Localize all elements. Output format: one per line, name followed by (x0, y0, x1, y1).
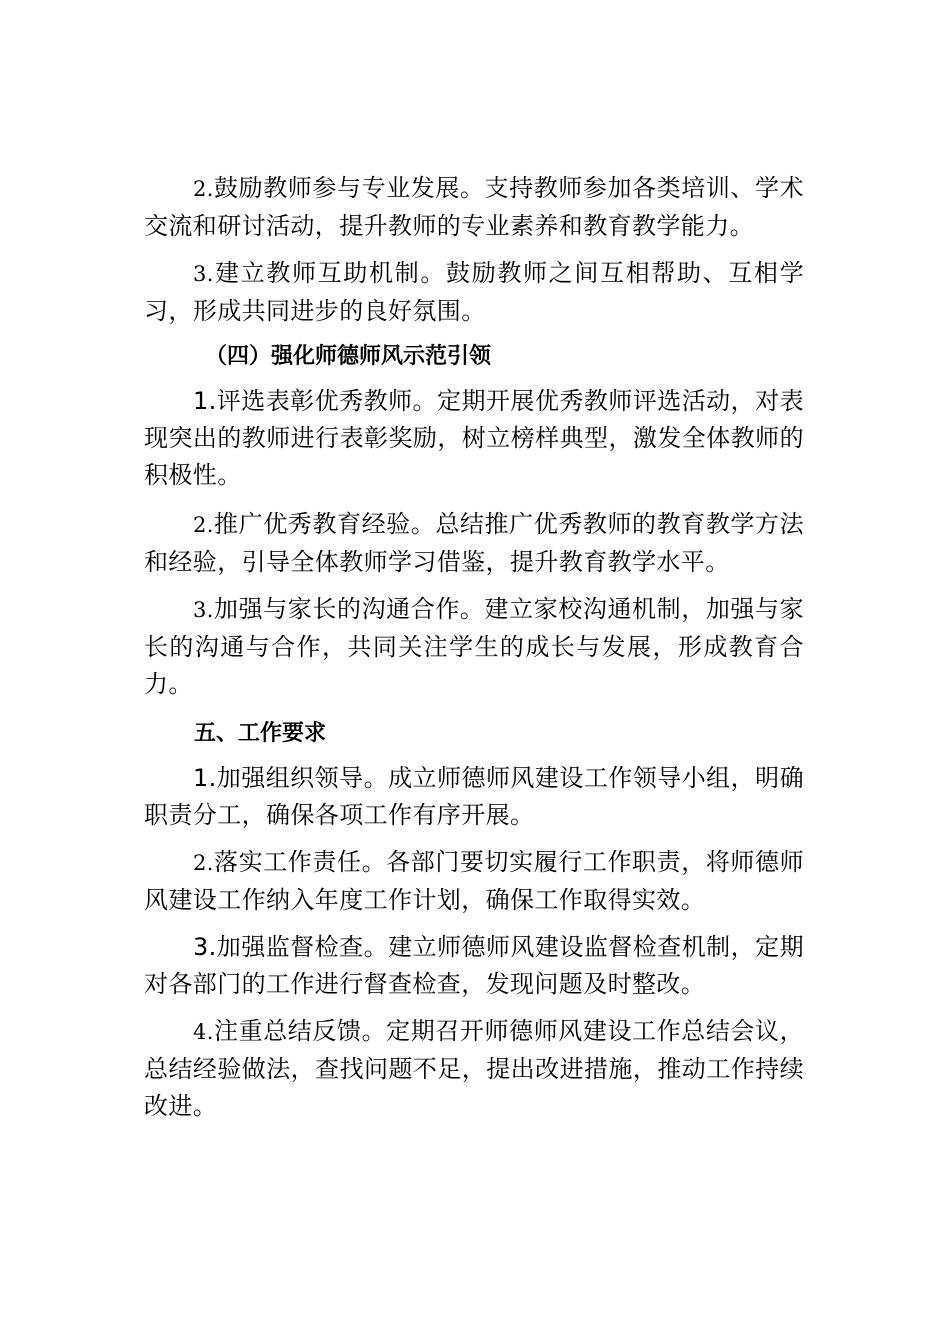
paragraph-text: 建立教师互助机制。鼓励教师之间互相帮助、互相学习，形成共同进步的良好氛围。 (144, 259, 804, 325)
paragraph-text: 鼓励教师参与专业发展。支持教师参加各类培训、学术交流和研讨活动，提升教师的专业素养和教育教学能力。 (144, 174, 804, 240)
paragraph-text: 评选表彰优秀教师。定期开展优秀教师评选活动，对表现突出的教师进行表彰奖励，树立榜样典型，激发全体教师的积极性。 (144, 387, 804, 489)
paragraph-2-implement-responsibility (144, 844, 804, 919)
paragraph-3-parent-communication (144, 591, 804, 703)
paragraph-2-encourage-professional-development (144, 170, 804, 245)
paragraph-text: 落实工作责任。各部门要切实履行工作职责，将师德师风建设工作纳入年度工作计划，确保工作取得实效。 (144, 848, 804, 914)
item-number: 2. (193, 851, 214, 875)
item-number: 3. (193, 933, 217, 961)
item-number: 1. (193, 387, 217, 415)
paragraph-text: 加强组织领导。成立师德师风建设工作领导小组，明确职责分工，确保各项工作有序开展。 (144, 764, 804, 829)
item-number: 2. (193, 177, 214, 201)
paragraph-3-mutual-help-mechanism (144, 255, 804, 330)
paragraph-4-summary-feedback (144, 1013, 804, 1125)
paragraph-text: 推广优秀教育经验。总结推广优秀教师的教育教学方法和经验，引导全体教师学习借鉴，提升教育教学水平。 (144, 510, 804, 576)
section-heading-4: （四）强化师德师风示范引领 (205, 344, 492, 369)
paragraph-1-organizational-leadership (144, 760, 804, 834)
paragraph-2-promote-experience (144, 506, 804, 581)
section-heading-5: 五、工作要求 (194, 721, 327, 746)
paragraph-1-award-excellent-teachers (144, 383, 804, 494)
document-body (144, 170, 804, 1125)
paragraph-3-supervision-inspection (144, 929, 804, 1003)
paragraph-text: 加强监督检查。建立师德师风建设监督检查机制，定期对各部门的工作进行督查检查，发现问题及时整改。 (144, 933, 804, 998)
paragraph-text: 加强与家长的沟通合作。建立家校沟通机制，加强与家长的沟通与合作，共同关注学生的成长与发展，形成教育合力。 (144, 595, 804, 698)
paragraph-text: 注重总结反馈。定期召开师德师风建设工作总结会议，总结经验做法，查找问题不足，提出改进措施，推动工作持续改进。 (144, 1017, 804, 1120)
item-number: 3. (193, 262, 214, 286)
item-number: 2. (193, 513, 214, 537)
item-number: 3. (193, 598, 214, 622)
item-number: 1. (193, 764, 217, 792)
item-number: 4. (193, 1020, 214, 1044)
